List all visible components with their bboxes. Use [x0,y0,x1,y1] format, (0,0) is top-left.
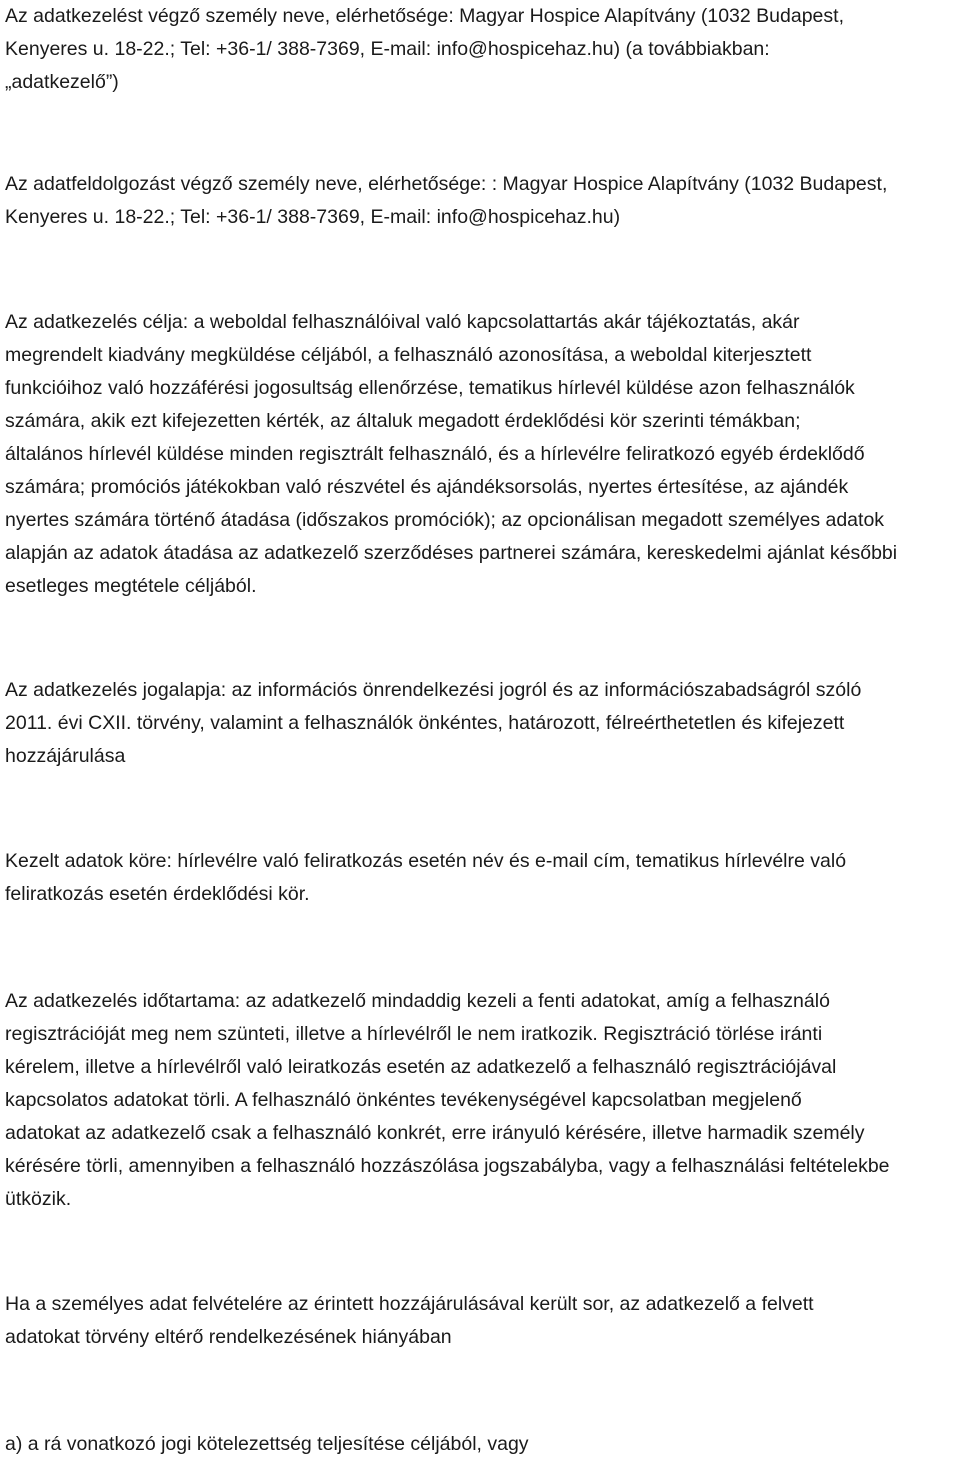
text-line: általános hírlevél küldése minden regisztrált felhasználó, és a hírlevélre feliratkozó egyéb érdeklődő [5,443,865,465]
text-line: esetleges megtétele céljából. [5,575,257,597]
text-line: hozzájárulása [5,745,126,767]
text-line: ütközik. [5,1188,72,1210]
text-line: Az adatfeldolgozást végző személy neve, elérhetősége: : Magyar Hospice Alapítvány (1032 Budapest, [5,173,888,195]
text-line: kapcsolatos adatokat törli. A felhasználó önkéntes tevékenységével kapcsolatban megjelenő [5,1089,802,1111]
paragraph-data-scope [5,845,846,911]
text-line: Az adatkezelés célja: a weboldal felhasználóival való kapcsolattartás akár tájékoztatás, akár [5,311,800,333]
paragraph-retention [5,985,890,1216]
text-line: funkcióihoz való hozzáférési jogosultság ellenőrzése, tematikus hírlevél küldése azon felhasználók [5,377,855,399]
paragraph-list-item-a [5,1428,529,1461]
text-line: számára, akik ezt kifejezetten kérték, az általuk megadott érdeklődési kör szerinti témákban; [5,410,801,432]
text-line: „adatkezelő”) [5,71,119,93]
text-line: adatokat törvény eltérő rendelkezésének hiányában [5,1326,452,1348]
paragraph-purpose [5,306,897,603]
text-line: nyertes számára történő átadása (időszakos promóciók); az opcionálisan megadott személyes adatok [5,509,885,531]
text-line: Ha a személyes adat felvételére az érintett hozzájárulásával került sor, az adatkezelő a felvett [5,1293,814,1315]
paragraph-consent [5,1288,814,1354]
text-line: számára; promóciós játékokban való részvétel és ajándéksorsolás, nyertes értesítése, az ajándék [5,476,849,498]
text-line: Kenyeres u. 18-22.; Tel: +36-1/ 388-7369, E-mail: info@hospicehaz.hu) (a továbbiakban: [5,38,770,60]
text-line: Kenyeres u. 18-22.; Tel: +36-1/ 388-7369, E-mail: info@hospicehaz.hu) [5,206,621,228]
text-line: kérésére törli, amennyiben a felhasználó hozzászólása jogszabályba, vagy a felhasználási feltételekbe [5,1155,890,1177]
text-line: adatokat az adatkezelő csak a felhasználó konkrét, erre irányuló kérésére, illetve harmadik személy [5,1122,865,1144]
paragraph-processor-contact [5,168,887,234]
text-line: kérelem, illetve a hírlevélről való leiratkozás esetén az adatkezelő a felhasználó regisztrációjával [5,1056,837,1078]
paragraph-controller-contact [5,0,844,99]
text-line: feliratkozás esetén érdeklődési kör. [5,883,310,905]
text-line: 2011. évi CXII. törvény, valamint a felhasználók önkéntes, határozott, félreérthetetlen és kifejezett [5,712,845,734]
text-line: Az adatkezelés időtartama: az adatkezelő mindaddig kezeli a fenti adatokat, amíg a felhasználó [5,990,830,1012]
text-line: Az adatkezelést végző személy neve, elérhetősége: Magyar Hospice Alapítvány (1032 Budapest, [5,5,844,27]
text-line: regisztrációját meg nem szünteti, illetve a hírlevélről le nem iratkozik. Regisztráció törlése iránti [5,1023,823,1045]
paragraph-legal-basis [5,674,861,773]
text-line: alapján az adatok átadása az adatkezelő szerződéses partnerei számára, kereskedelmi ajánlat későbbi [5,542,898,564]
text-line: Az adatkezelés jogalapja: az információs önrendelkezési jogról és az információszabadságról szóló [5,679,862,701]
text-line: Kezelt adatok köre: hírlevélre való feliratkozás esetén név és e-mail cím, tematikus hírlevélre való [5,850,847,872]
text-line: megrendelt kiadvány megküldése céljából, a felhasználó azonosítása, a weboldal kiterjesztett [5,344,812,366]
text-line: a) a rá vonatkozó jogi kötelezettség teljesítése céljából, vagy [5,1433,529,1455]
